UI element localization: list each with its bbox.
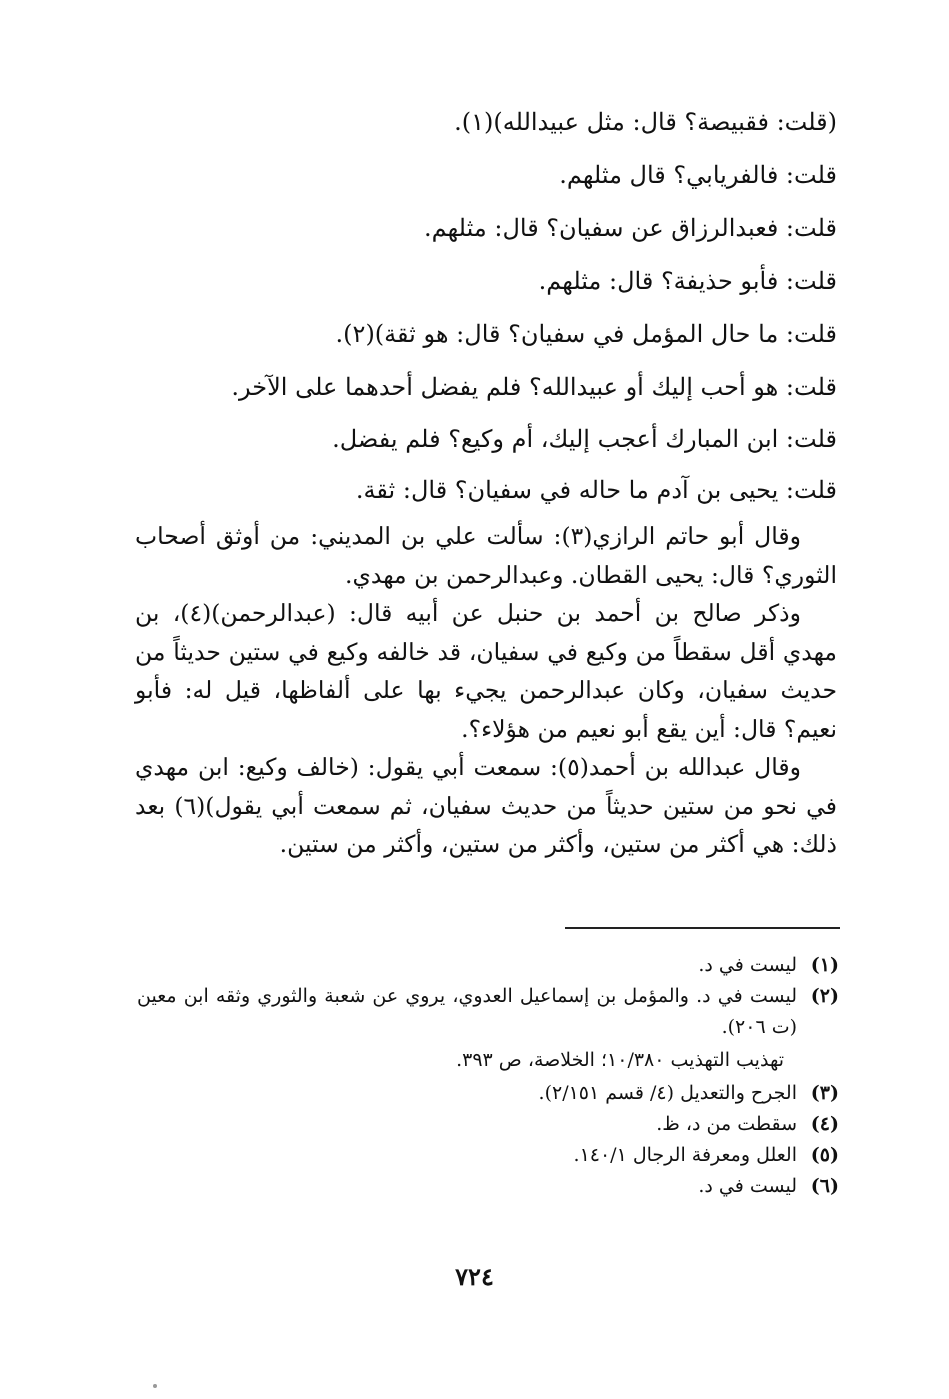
footnote-number: (٦) (810, 1175, 839, 1197)
footnote-number: (١) (810, 954, 839, 976)
footnote-text: العلل ومعرفة الرجال ١٤٠/١. (573, 1144, 797, 1166)
footnote (137, 1109, 839, 1140)
footnote-number: (٣) (810, 1082, 839, 1104)
footnote (137, 981, 839, 1043)
footnote-text: سقطت من د، ظ. (656, 1113, 797, 1135)
paragraph: وقال عبدالله بن أحمد(٥): سمعت أبي يقول: (خالف وكيع: ابن مهدي في نحو من ستين حديثاً من حديث سفيان، ثم سمعت أبي يقول)(٦) بعد ذلك: هي أكثر من ستين، وأكثر من ستين، وأكثر من ستين. (135, 753, 837, 858)
qa-line: قلت: ما حال المؤمل في سفيان؟ قال: هو ثقة)(٢). (335, 320, 837, 348)
qa-line: قلت: ابن المبارك أعجب إليك، أم وكيع؟ فلم يفضل. (332, 425, 837, 453)
page-number: ٧٢٤ (455, 1262, 494, 1291)
qa-line: قلت: يحيى بن آدم ما حاله في سفيان؟ قال: ثقة. (355, 476, 837, 504)
footnote-text: الجرح والتعديل (٤/ قسم ٢/١٥١). (538, 1082, 797, 1104)
main-text (135, 96, 837, 864)
qa-line: قلت: فعبدالرزاق عن سفيان؟ قال: مثلهم. (424, 214, 837, 242)
qa-line: (قلت: فقبيصة؟ قال: مثل عبيدالله)(١). (454, 108, 837, 136)
qa-line: قلت: فأبو حذيفة؟ قال: مثلهم. (538, 267, 837, 295)
qa-line: قلت: هو أحب إليك أو عبيدالله؟ فلم يفضل أحدهما على الآخر. (231, 373, 837, 401)
footnote (137, 1140, 839, 1171)
qa-line: قلت: فالفريابي؟ قال مثلهم. (559, 161, 837, 189)
footnote (137, 1078, 839, 1109)
footnote (137, 1171, 839, 1202)
footnote (137, 950, 839, 981)
footnote-divider (565, 927, 840, 929)
footnote-number: (٥) (810, 1144, 839, 1166)
scan-speck (153, 1384, 157, 1388)
footnote-text: ليست في د. (698, 954, 797, 976)
paragraph: وقال أبو حاتم الرازي(٣): سألت علي بن المديني: من أوثق أصحاب الثوري؟ قال: يحيى القطان. وعبدالرحمن بن مهدي. (135, 522, 837, 589)
footnote-text: ليست في د. والمؤمل بن إسماعيل العدوي، يروي عن شعبة والثوري وثقه ابن معين (ت ٢٠٦). (137, 985, 797, 1038)
paragraph: وذكر صالح بن أحمد بن حنبل عن أبيه قال: (عبدالرحمن)(٤)، بن مهدي أقل سقطاً من وكيع في سفيان، قد خالفه وكيع في ستين حديثاً من حديث سفيان، وكان عبدالرحمن يجيء بها على ألفاظها، قيل له: فأبو نعيم؟ قال: أين يقع أبو نعيم من هؤلاء؟. (135, 599, 837, 743)
footnote-text: ليست في د. (698, 1175, 797, 1197)
footnote-number: (٢) (810, 985, 839, 1007)
footnotes (137, 950, 839, 1202)
footnote-continuation: تهذيب التهذيب ١٠/٣٨٠؛ الخلاصة، ص ٣٩٣. (456, 1049, 784, 1071)
footnote-number: (٤) (810, 1113, 839, 1135)
